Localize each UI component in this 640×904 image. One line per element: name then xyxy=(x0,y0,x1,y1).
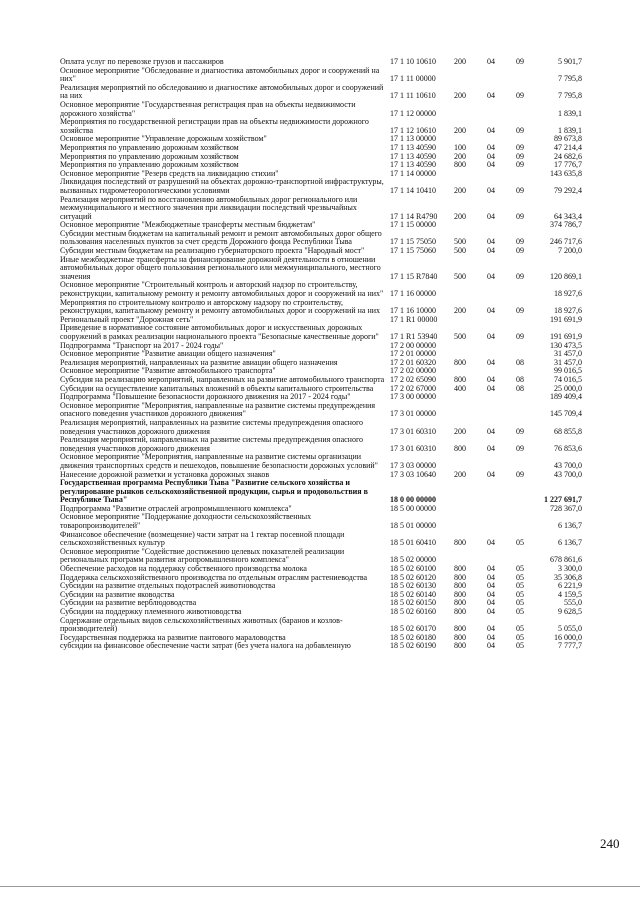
row-code: 17 1 12 00000 xyxy=(390,108,436,118)
row-name: Мероприятия по государственной регистрации прав на объекты недвижимости дорожного хозяйства xyxy=(60,117,369,135)
row-code: 18 5 02 60140 xyxy=(390,589,436,599)
row-name: Основное мероприятие "Поддержание доходности сельскохозяйственных товаропроизводителей" xyxy=(60,512,312,531)
row-sum: 7 795,8 xyxy=(558,91,582,101)
row-sum: 4 159,5 xyxy=(558,589,582,599)
row-code: 18 5 02 60180 xyxy=(390,632,436,642)
row-code: 18 5 02 60120 xyxy=(390,572,436,582)
row-code: 17 2 02 67000 xyxy=(390,383,436,393)
row-vr: 09 xyxy=(516,332,524,341)
row-vr: 05 xyxy=(516,607,524,616)
row-code: 18 0 00 00000 xyxy=(390,495,436,505)
row-sum: 6 221,9 xyxy=(558,581,582,591)
row-sum: 35 306,8 xyxy=(554,572,582,582)
row-rz: 800 xyxy=(454,564,466,574)
row-vr: 09 xyxy=(516,246,524,256)
row-vr: 09 xyxy=(516,91,524,101)
table-row xyxy=(60,101,582,118)
row-vr: 09 xyxy=(516,443,524,453)
row-sum: 374 786,7 xyxy=(550,220,582,230)
row-code: 18 5 01 60410 xyxy=(390,538,436,548)
row-vr: 08 xyxy=(516,357,524,367)
row-rz: 800 xyxy=(454,443,466,453)
row-code: 17 2 02 00000 xyxy=(390,366,436,376)
table-row xyxy=(60,196,582,222)
row-sum: 678 861,6 xyxy=(550,555,582,565)
row-name: Основное мероприятие "Управление дорожным хозяйством" xyxy=(60,134,267,144)
row-code: 17 1 15 R7840 xyxy=(390,271,438,281)
row-sum: 5 055,0 xyxy=(558,624,582,634)
row-code: 17 1 13 40590 xyxy=(390,142,436,152)
table-row xyxy=(60,513,582,530)
row-rz: 500 xyxy=(454,246,466,256)
row-cells xyxy=(390,428,582,437)
row-pr: 04 xyxy=(487,151,495,161)
table-row xyxy=(60,118,582,135)
row-code: 18 5 01 00000 xyxy=(390,521,436,531)
row-vr: 05 xyxy=(516,581,524,591)
row-name: Мероприятия по управлению дорожным хозяйством xyxy=(60,142,239,152)
row-code: 17 3 03 00000 xyxy=(390,460,436,470)
row-cells xyxy=(390,393,582,402)
row-name: Поддержка сельскохозяйственного производства по отдельным отраслям растениеводства xyxy=(60,572,368,582)
row-sum: 7 200,0 xyxy=(558,246,582,256)
row-cells xyxy=(390,410,582,419)
row-pr: 04 xyxy=(487,91,495,101)
row-code: 18 5 02 60170 xyxy=(390,624,436,634)
row-code: 17 1 10 10610 xyxy=(390,57,436,66)
row-sum: 64 343,4 xyxy=(554,211,582,221)
row-cells xyxy=(390,505,582,514)
row-code: 17 1 14 10410 xyxy=(390,185,436,195)
row-name: Мероприятия по строительному контролю и авторскому надзору по строительству, реконструкции, капитальному ремонту и ремонту автомобильных дорог и сооружений на них xyxy=(60,297,381,316)
row-code: 17 2 01 60320 xyxy=(390,357,436,367)
row-name: Основное мероприятие "Мероприятия, направленные на развитие системы организации движения транспортных средств и пешеходов, повышение безопасности дорожных условий" xyxy=(60,452,378,470)
row-name: Основное мероприятие "Резерв средств на ликвидацию стихии" xyxy=(60,168,279,178)
row-cells xyxy=(390,290,582,299)
row-cells xyxy=(390,316,582,325)
table-row xyxy=(60,531,582,548)
row-name: Подпрограмма "Транспорт на 2017 - 2024 годы" xyxy=(60,340,224,350)
row-vr: 09 xyxy=(516,469,524,479)
row-name: Основное мероприятие "Развитие автомобильного транспорта" xyxy=(60,366,276,376)
row-sum: 191 691,9 xyxy=(550,332,582,341)
row-pr: 04 xyxy=(487,443,495,453)
row-pr: 04 xyxy=(487,426,495,436)
row-name: Государственная программа Республики Тыва "Развитие сельского хозяйства и регулирование рынков сельскохозяйственной продукции, сырья и продовольствия в Республике Тыва" xyxy=(60,478,368,505)
row-rz: 500 xyxy=(454,237,466,247)
row-code: 17 1 13 40590 xyxy=(390,151,436,161)
row-cells xyxy=(390,110,582,119)
row-sum: 1 839,1 xyxy=(558,108,582,118)
row-sum: 189 409,4 xyxy=(550,392,582,402)
row-code: 18 5 02 60130 xyxy=(390,581,436,591)
row-code: 17 1 16 00000 xyxy=(390,289,436,299)
row-sum: 76 853,6 xyxy=(554,443,582,453)
row-name: Реализация мероприятий, направленных на развитие системы предупреждения опасного поведения участников дорожного движения xyxy=(60,435,364,453)
table-row xyxy=(60,281,582,298)
row-rz: 800 xyxy=(454,641,466,651)
bottom-scan-line xyxy=(0,886,640,887)
row-sum: 6 136,7 xyxy=(558,521,582,531)
row-code: 17 1 15 75050 xyxy=(390,237,436,247)
row-code: 17 1 13 40590 xyxy=(390,160,436,170)
table-row xyxy=(60,402,582,419)
row-pr: 04 xyxy=(487,538,495,548)
row-sum: 31 457,0 xyxy=(554,357,582,367)
row-cells xyxy=(390,247,582,256)
row-cells xyxy=(390,642,582,651)
row-sum: 99 016,5 xyxy=(554,366,582,376)
row-rz: 800 xyxy=(454,598,466,608)
row-cells xyxy=(390,273,582,282)
row-name: Государственная поддержка на развитие пантового мараловодства xyxy=(60,632,286,642)
table-row xyxy=(60,419,582,436)
row-pr: 04 xyxy=(487,572,495,582)
row-code: 17 2 01 00000 xyxy=(390,349,436,359)
row-code: 18 5 02 60150 xyxy=(390,598,436,608)
row-vr: 09 xyxy=(516,125,524,135)
row-name: Оплата услуг по перевозке грузов и пассажиров xyxy=(60,57,224,66)
row-name: Субсидии на развитие яководства xyxy=(60,589,175,599)
page-number: 240 xyxy=(600,836,620,851)
row-code: 17 1 16 10000 xyxy=(390,306,436,316)
row-sum: 6 136,7 xyxy=(558,538,582,548)
row-sum: 68 855,8 xyxy=(554,426,582,436)
row-name: Финансовое обеспечение (возмещение) части затрат на 1 гектар посевной площади сельскохозяйственных культур xyxy=(60,529,345,548)
row-rz: 400 xyxy=(454,383,466,393)
row-rz: 200 xyxy=(454,211,466,221)
row-code: 17 1 13 00000 xyxy=(390,134,436,144)
table-row xyxy=(60,436,582,453)
row-cells xyxy=(390,58,582,67)
row-name: Основное мероприятие "Межбюджетные трансферты местным бюджетам" xyxy=(60,220,316,230)
row-name: Реализация мероприятий по обследованию и диагностике автомобильных дорог и сооружений на них xyxy=(60,82,384,101)
row-sum: 24 682,6 xyxy=(554,151,582,161)
row-pr: 04 xyxy=(487,374,495,384)
row-code: 18 5 02 60100 xyxy=(390,564,436,574)
row-name: Подпрограмма "Развитие отраслей агропромышленного комплекса" xyxy=(60,503,292,513)
row-code: 17 1 15 75060 xyxy=(390,246,436,256)
row-rz: 800 xyxy=(454,538,466,548)
row-code: 17 1 14 R4790 xyxy=(390,211,438,221)
row-rz: 100 xyxy=(454,142,466,152)
row-code: 17 1 11 10610 xyxy=(390,91,436,101)
row-code: 17 3 01 60310 xyxy=(390,443,436,453)
row-vr: 09 xyxy=(516,57,524,66)
row-rz: 200 xyxy=(454,91,466,101)
row-vr: 05 xyxy=(516,538,524,548)
row-sum: 47 214,4 xyxy=(554,142,582,152)
row-sum: 16 000,0 xyxy=(554,632,582,642)
row-vr: 09 xyxy=(516,306,524,316)
row-name: Основное мероприятие "Содействие достижению целевых показателей реализации региональных программ развития агропромышленного комплекса" xyxy=(60,546,345,565)
row-pr: 04 xyxy=(487,469,495,479)
row-name: Основное мероприятие "Мероприятия, направленные на развитие системы предупреждения опасного поведения участников дорожного движения" xyxy=(60,400,376,419)
row-pr: 04 xyxy=(487,271,495,281)
row-vr: 05 xyxy=(516,632,524,642)
row-code: 17 1 12 10610 xyxy=(390,125,436,135)
row-rz: 800 xyxy=(454,624,466,634)
row-sum: 5 901,7 xyxy=(558,57,582,66)
row-sum: 246 717,6 xyxy=(550,237,582,247)
row-name: Основное мероприятие "Строительный контроль и авторский надзор по строительству, реконструкции, капитальному ремонту и ремонту автомобильных дорог и сооружений на них" xyxy=(60,280,384,299)
row-vr: 05 xyxy=(516,589,524,599)
row-sum: 130 473,5 xyxy=(550,340,582,350)
row-pr: 04 xyxy=(487,598,495,608)
table-row xyxy=(60,299,582,316)
row-rz: 200 xyxy=(454,185,466,195)
row-vr: 05 xyxy=(516,641,524,651)
row-pr: 04 xyxy=(487,624,495,634)
row-sum: 191 691,9 xyxy=(550,314,582,324)
row-pr: 04 xyxy=(487,564,495,574)
row-sum: 31 457,0 xyxy=(554,349,582,359)
row-rz: 200 xyxy=(454,151,466,161)
row-code: 18 5 02 60190 xyxy=(390,641,436,651)
row-pr: 04 xyxy=(487,332,495,341)
row-name: Субсидии на осуществление капитальных вложений в объекты капитального строительства xyxy=(60,383,374,393)
row-pr: 04 xyxy=(487,185,495,195)
row-rz: 500 xyxy=(454,332,466,341)
row-code: 17 3 01 60310 xyxy=(390,426,436,436)
row-vr: 09 xyxy=(516,426,524,436)
table-row xyxy=(60,617,582,634)
row-code: 17 1 R1 53940 xyxy=(390,332,438,341)
row-pr: 04 xyxy=(487,57,495,66)
row-name: Субсидии на развитие верблюдоводства xyxy=(60,598,197,608)
row-pr: 04 xyxy=(487,211,495,221)
row-code: 17 2 00 00000 xyxy=(390,340,436,350)
row-pr: 04 xyxy=(487,125,495,135)
row-rz: 200 xyxy=(454,125,466,135)
row-code: 17 3 03 10640 xyxy=(390,469,436,479)
row-sum: 9 628,5 xyxy=(558,607,582,616)
row-cells xyxy=(390,522,582,531)
row-vr: 09 xyxy=(516,271,524,281)
row-rz: 200 xyxy=(454,426,466,436)
row-sum: 1 227 691,7 xyxy=(544,495,582,505)
row-vr: 05 xyxy=(516,624,524,634)
row-name: Основное мероприятие "Государственная регистрация прав на объекты недвижимости дорожного хозяйства" xyxy=(60,99,356,118)
row-name: Содержание отдельных видов сельскохозяйственных животных (баранов и козлов-производителей) xyxy=(60,615,343,634)
row-name: субсидии на финансовое обеспечение части затрат (без учета налога на добавленную xyxy=(60,641,351,651)
row-name: Обеспечение расходов на поддержку собственного производства молока xyxy=(60,564,307,574)
row-name: Региональный проект "Дорожная сеть" xyxy=(60,314,194,324)
row-sum: 1 839,1 xyxy=(558,125,582,135)
row-code: 18 5 02 00000 xyxy=(390,555,436,565)
row-vr: 08 xyxy=(516,383,524,393)
row-name: Ликвидация последствий от разрушений на объектах дорожно-транспортной инфраструктуры, вызванных гидрометеорологическими условиями xyxy=(60,177,384,195)
table-row xyxy=(60,256,582,282)
row-name: Основное мероприятие "Обследование и диагностика автомобильных дорог и сооружений на них" xyxy=(60,65,380,84)
row-name: Приведение в нормативное состояние автомобильных дорог и искусственных дорожных сооружений в рамках реализации национального проекта "Безопасные качественные дороги" xyxy=(60,323,379,341)
row-rz: 500 xyxy=(454,271,466,281)
row-name: Подпрограмма "Повышение безопасности дорожного движения на 2017 - 2024 годы" xyxy=(60,392,351,402)
row-sum: 3 300,0 xyxy=(558,564,582,574)
row-code: 17 1 11 00000 xyxy=(390,74,436,84)
row-name: Субсидии на развитие отдельных подотраслей животноводства xyxy=(60,581,276,591)
row-sum: 120 869,1 xyxy=(550,271,582,281)
row-cells xyxy=(390,170,582,179)
row-vr: 09 xyxy=(516,185,524,195)
row-rz: 200 xyxy=(454,57,466,66)
row-pr: 04 xyxy=(487,607,495,616)
row-name: Мероприятия по управлению дорожным хозяйством xyxy=(60,151,239,161)
row-name: Реализация мероприятий, направленных на развитие системы предупреждения опасного поведения участников дорожного движения xyxy=(60,417,364,436)
row-pr: 04 xyxy=(487,383,495,393)
row-cells xyxy=(390,608,582,617)
row-name: Субсидии на поддержку племенного животноводства xyxy=(60,607,242,616)
row-code: 17 1 15 00000 xyxy=(390,220,436,230)
row-pr: 04 xyxy=(487,641,495,651)
row-code: 17 1 R1 00000 xyxy=(390,314,438,324)
table-row xyxy=(60,178,582,195)
row-vr: 05 xyxy=(516,572,524,582)
table-row xyxy=(60,453,582,470)
table-row xyxy=(60,230,582,247)
budget-table xyxy=(60,58,582,651)
row-pr: 04 xyxy=(487,160,495,170)
row-sum: 79 292,4 xyxy=(554,185,582,195)
row-pr: 04 xyxy=(487,246,495,256)
row-pr: 04 xyxy=(487,589,495,599)
table-row xyxy=(60,67,582,84)
row-vr: 09 xyxy=(516,160,524,170)
row-sum: 25 000,0 xyxy=(554,383,582,393)
row-sum: 145 709,4 xyxy=(550,409,582,419)
row-sum: 18 927,6 xyxy=(554,289,582,299)
row-pr: 04 xyxy=(487,581,495,591)
row-vr: 09 xyxy=(516,151,524,161)
row-cells xyxy=(390,539,582,548)
row-sum: 17 776,7 xyxy=(554,160,582,170)
row-sum: 89 673,8 xyxy=(554,134,582,144)
row-name: Иные межбюджетные трансферты на финансирование дорожной деятельности в отношении автомобильных дорог общего пользования регионального или межмуниципального, местного значения xyxy=(60,254,381,281)
row-pr: 04 xyxy=(487,237,495,247)
row-vr: 09 xyxy=(516,142,524,152)
row-sum: 728 367,0 xyxy=(550,503,582,513)
row-vr: 09 xyxy=(516,211,524,221)
row-cells xyxy=(390,75,582,84)
row-code: 17 1 14 00000 xyxy=(390,168,436,178)
row-cells xyxy=(390,445,582,454)
row-name: Субсидии местным бюджетам на капитальный ремонт и ремонт автомобильных дорог общего пользования населенных пунктов за счет средств Дорожного фонда Республики Тыва xyxy=(60,228,382,247)
row-vr: 05 xyxy=(516,598,524,608)
row-rz: 800 xyxy=(454,374,466,384)
row-pr: 04 xyxy=(487,142,495,152)
row-sum: 74 016,5 xyxy=(554,374,582,384)
table-row xyxy=(60,642,582,651)
row-rz: 200 xyxy=(454,469,466,479)
row-rz: 800 xyxy=(454,607,466,616)
row-vr: 09 xyxy=(516,237,524,247)
row-pr: 04 xyxy=(487,306,495,316)
row-cells xyxy=(390,221,582,230)
row-code: 18 5 02 60160 xyxy=(390,607,436,616)
row-rz: 800 xyxy=(454,632,466,642)
row-pr: 04 xyxy=(487,632,495,642)
row-name: Реализация мероприятий, направленных на развитие авиации общего назначения xyxy=(60,357,338,367)
row-cells xyxy=(390,92,582,101)
table-row xyxy=(60,84,582,101)
row-code: 17 2 02 65090 xyxy=(390,374,436,384)
row-name: Основное мероприятие "Развитие авиации общего назначения" xyxy=(60,349,276,359)
row-sum: 43 700,0 xyxy=(554,469,582,479)
row-name: Субсидия на реализацию мероприятий, направленных на развитие автомобильного транспорта xyxy=(60,374,385,384)
row-rz: 800 xyxy=(454,357,466,367)
row-pr: 04 xyxy=(487,357,495,367)
row-code: 17 3 00 00000 xyxy=(390,392,436,402)
row-code: 17 3 01 00000 xyxy=(390,409,436,419)
row-sum: 7 777,7 xyxy=(558,641,582,651)
row-name: Субсидии местным бюджетам на реализацию губернаторского проекта "Народный мост" xyxy=(60,246,365,256)
row-cells xyxy=(390,471,582,480)
row-name: Нанесение дорожной разметки и установка дорожных знаков xyxy=(60,469,270,479)
row-rz: 800 xyxy=(454,589,466,599)
row-name: Реализация мероприятий по восстановлению автомобильных дорог регионального или межмуниципального и местного значения при ликвидации последствий чрезвычайных ситуаций xyxy=(60,194,358,221)
row-sum: 7 795,8 xyxy=(558,74,582,84)
row-cells xyxy=(390,187,582,196)
row-rz: 800 xyxy=(454,572,466,582)
table-row xyxy=(60,324,582,341)
row-rz: 800 xyxy=(454,160,466,170)
table-row xyxy=(60,479,582,505)
row-rz: 200 xyxy=(454,306,466,316)
row-name: Мероприятия по управлению дорожным хозяйством xyxy=(60,160,239,170)
row-vr: 08 xyxy=(516,374,524,384)
table-row xyxy=(60,548,582,565)
row-vr: 05 xyxy=(516,564,524,574)
row-sum: 555,0 xyxy=(564,598,582,608)
row-sum: 18 927,6 xyxy=(554,306,582,316)
row-code: 18 5 00 00000 xyxy=(390,503,436,513)
row-sum: 143 635,8 xyxy=(550,168,582,178)
row-rz: 800 xyxy=(454,581,466,591)
row-sum: 43 700,0 xyxy=(554,460,582,470)
